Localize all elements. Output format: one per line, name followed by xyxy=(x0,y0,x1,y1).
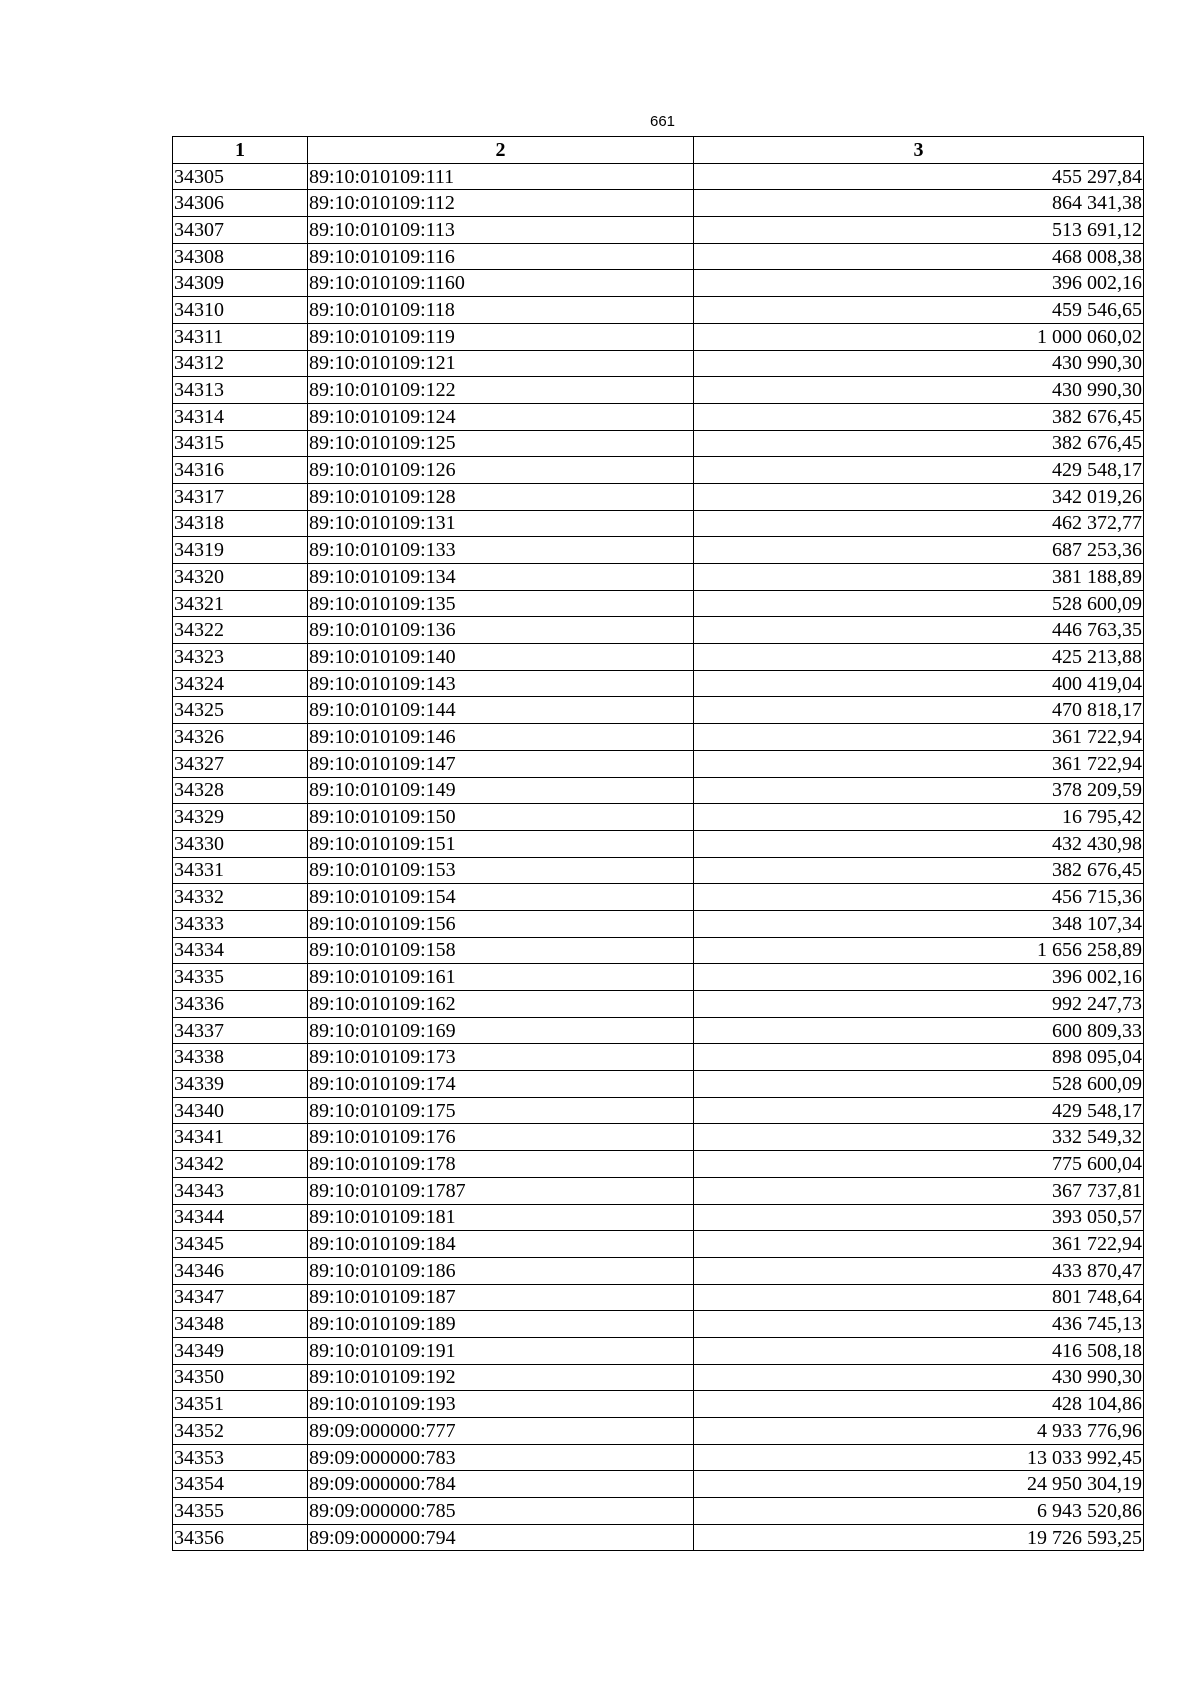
table-row xyxy=(173,1071,1144,1098)
table-row xyxy=(173,457,1144,484)
table-row xyxy=(173,217,1144,244)
cadastral-number-cell: 89:10:010109:193 xyxy=(308,1391,694,1418)
value-cell: 24 950 304,19 xyxy=(694,1471,1144,1498)
value-cell: 775 600,04 xyxy=(694,1151,1144,1178)
cadastral-number-cell: 89:10:010109:131 xyxy=(308,510,694,537)
row-number-cell: 34319 xyxy=(173,537,308,564)
cadastral-number-cell: 89:10:010109:161 xyxy=(308,964,694,991)
row-number-cell: 34309 xyxy=(173,270,308,297)
column-header-1: 1 xyxy=(173,137,308,164)
row-number-cell: 34350 xyxy=(173,1364,308,1391)
table-row xyxy=(173,644,1144,671)
table-row xyxy=(173,323,1144,350)
cadastral-number-cell: 89:10:010109:181 xyxy=(308,1204,694,1231)
row-number-cell: 34356 xyxy=(173,1524,308,1551)
cadastral-number-cell: 89:10:010109:111 xyxy=(308,163,694,190)
table-row xyxy=(173,1524,1144,1551)
row-number-cell: 34349 xyxy=(173,1337,308,1364)
cadastral-number-cell: 89:10:010109:173 xyxy=(308,1044,694,1071)
row-number-cell: 34351 xyxy=(173,1391,308,1418)
row-number-cell: 34348 xyxy=(173,1311,308,1338)
row-number-cell: 34328 xyxy=(173,777,308,804)
cadastral-number-cell: 89:10:010109:174 xyxy=(308,1071,694,1098)
cadastral-number-cell: 89:10:010109:119 xyxy=(308,323,694,350)
value-cell: 13 033 992,45 xyxy=(694,1444,1144,1471)
value-cell: 16 795,42 xyxy=(694,804,1144,831)
value-cell: 801 748,64 xyxy=(694,1284,1144,1311)
row-number-cell: 34333 xyxy=(173,910,308,937)
table-row xyxy=(173,1337,1144,1364)
value-cell: 430 990,30 xyxy=(694,350,1144,377)
cadastral-number-cell: 89:10:010109:135 xyxy=(308,590,694,617)
cadastral-number-cell: 89:10:010109:128 xyxy=(308,483,694,510)
table-row xyxy=(173,163,1144,190)
value-cell: 381 188,89 xyxy=(694,564,1144,591)
value-cell: 513 691,12 xyxy=(694,217,1144,244)
value-cell: 425 213,88 xyxy=(694,644,1144,671)
row-number-cell: 34313 xyxy=(173,377,308,404)
value-cell: 430 990,30 xyxy=(694,1364,1144,1391)
row-number-cell: 34339 xyxy=(173,1071,308,1098)
row-number-cell: 34305 xyxy=(173,163,308,190)
cadastral-number-cell: 89:10:010109:134 xyxy=(308,564,694,591)
cadastral-number-cell: 89:09:000000:785 xyxy=(308,1498,694,1525)
value-cell: 600 809,33 xyxy=(694,1017,1144,1044)
cadastral-number-cell: 89:10:010109:158 xyxy=(308,937,694,964)
page-number: 661 xyxy=(649,113,676,130)
value-cell: 4 933 776,96 xyxy=(694,1418,1144,1445)
value-cell: 459 546,65 xyxy=(694,297,1144,324)
cadastral-number-cell: 89:10:010109:154 xyxy=(308,884,694,911)
table-row xyxy=(173,1364,1144,1391)
value-cell: 898 095,04 xyxy=(694,1044,1144,1071)
cadastral-number-cell: 89:10:010109:153 xyxy=(308,857,694,884)
row-number-cell: 34355 xyxy=(173,1498,308,1525)
table-row xyxy=(173,1257,1144,1284)
value-cell: 400 419,04 xyxy=(694,670,1144,697)
value-cell: 382 676,45 xyxy=(694,430,1144,457)
cadastral-number-cell: 89:10:010109:1787 xyxy=(308,1177,694,1204)
table-row xyxy=(173,964,1144,991)
value-cell: 430 990,30 xyxy=(694,377,1144,404)
data-table xyxy=(172,136,1144,1551)
value-cell: 416 508,18 xyxy=(694,1337,1144,1364)
cadastral-number-cell: 89:10:010109:178 xyxy=(308,1151,694,1178)
table-row xyxy=(173,1231,1144,1258)
table-row xyxy=(173,910,1144,937)
value-cell: 864 341,38 xyxy=(694,190,1144,217)
value-cell: 393 050,57 xyxy=(694,1204,1144,1231)
row-number-cell: 34330 xyxy=(173,830,308,857)
value-cell: 396 002,16 xyxy=(694,964,1144,991)
cadastral-number-cell: 89:10:010109:150 xyxy=(308,804,694,831)
cadastral-number-cell: 89:10:010109:184 xyxy=(308,1231,694,1258)
cadastral-number-cell: 89:10:010109:162 xyxy=(308,991,694,1018)
table-row xyxy=(173,617,1144,644)
row-number-cell: 34326 xyxy=(173,724,308,751)
cadastral-number-cell: 89:10:010109:192 xyxy=(308,1364,694,1391)
value-cell: 462 372,77 xyxy=(694,510,1144,537)
row-number-cell: 34346 xyxy=(173,1257,308,1284)
value-cell: 367 737,81 xyxy=(694,1177,1144,1204)
value-cell: 992 247,73 xyxy=(694,991,1144,1018)
table-row xyxy=(173,350,1144,377)
row-number-cell: 34308 xyxy=(173,243,308,270)
table-row xyxy=(173,1418,1144,1445)
cadastral-number-cell: 89:10:010109:176 xyxy=(308,1124,694,1151)
cadastral-number-cell: 89:09:000000:777 xyxy=(308,1418,694,1445)
table-row xyxy=(173,403,1144,430)
row-number-cell: 34311 xyxy=(173,323,308,350)
table-row xyxy=(173,537,1144,564)
row-number-cell: 34341 xyxy=(173,1124,308,1151)
cadastral-number-cell: 89:10:010109:121 xyxy=(308,350,694,377)
table-row xyxy=(173,430,1144,457)
cadastral-number-cell: 89:10:010109:151 xyxy=(308,830,694,857)
table-row xyxy=(173,830,1144,857)
row-number-cell: 34317 xyxy=(173,483,308,510)
cadastral-number-cell: 89:09:000000:783 xyxy=(308,1444,694,1471)
value-cell: 433 870,47 xyxy=(694,1257,1144,1284)
value-cell: 468 008,38 xyxy=(694,243,1144,270)
row-number-cell: 34352 xyxy=(173,1418,308,1445)
cadastral-number-cell: 89:10:010109:191 xyxy=(308,1337,694,1364)
value-cell: 396 002,16 xyxy=(694,270,1144,297)
column-header-2: 2 xyxy=(308,137,694,164)
table-row xyxy=(173,510,1144,537)
value-cell: 382 676,45 xyxy=(694,403,1144,430)
row-number-cell: 34354 xyxy=(173,1471,308,1498)
cadastral-number-cell: 89:10:010109:126 xyxy=(308,457,694,484)
row-number-cell: 34338 xyxy=(173,1044,308,1071)
table-row xyxy=(173,777,1144,804)
table-row xyxy=(173,483,1144,510)
table-row xyxy=(173,1151,1144,1178)
table-row xyxy=(173,1471,1144,1498)
table-row xyxy=(173,297,1144,324)
value-cell: 528 600,09 xyxy=(694,1071,1144,1098)
cadastral-number-cell: 89:10:010109:136 xyxy=(308,617,694,644)
table-row xyxy=(173,804,1144,831)
value-cell: 348 107,34 xyxy=(694,910,1144,937)
row-number-cell: 34335 xyxy=(173,964,308,991)
row-number-cell: 34323 xyxy=(173,644,308,671)
table-row xyxy=(173,1044,1144,1071)
value-cell: 687 253,36 xyxy=(694,537,1144,564)
row-number-cell: 34336 xyxy=(173,991,308,1018)
row-number-cell: 34334 xyxy=(173,937,308,964)
value-cell: 455 297,84 xyxy=(694,163,1144,190)
table-row xyxy=(173,1498,1144,1525)
cadastral-number-cell: 89:10:010109:156 xyxy=(308,910,694,937)
row-number-cell: 34340 xyxy=(173,1097,308,1124)
value-cell: 332 549,32 xyxy=(694,1124,1144,1151)
table-row xyxy=(173,1124,1144,1151)
table-row xyxy=(173,1311,1144,1338)
table-row xyxy=(173,991,1144,1018)
value-cell: 382 676,45 xyxy=(694,857,1144,884)
cadastral-number-cell: 89:10:010109:122 xyxy=(308,377,694,404)
row-number-cell: 34310 xyxy=(173,297,308,324)
row-number-cell: 34321 xyxy=(173,590,308,617)
table-row xyxy=(173,857,1144,884)
row-number-cell: 34307 xyxy=(173,217,308,244)
value-cell: 361 722,94 xyxy=(694,1231,1144,1258)
value-cell: 428 104,86 xyxy=(694,1391,1144,1418)
table-row xyxy=(173,190,1144,217)
table-row xyxy=(173,377,1144,404)
value-cell: 342 019,26 xyxy=(694,483,1144,510)
cadastral-number-cell: 89:10:010109:189 xyxy=(308,1311,694,1338)
value-cell: 528 600,09 xyxy=(694,590,1144,617)
cadastral-number-cell: 89:10:010109:143 xyxy=(308,670,694,697)
cadastral-number-cell: 89:10:010109:187 xyxy=(308,1284,694,1311)
value-cell: 446 763,35 xyxy=(694,617,1144,644)
value-cell: 470 818,17 xyxy=(694,697,1144,724)
value-cell: 429 548,17 xyxy=(694,457,1144,484)
table-row xyxy=(173,1177,1144,1204)
table-row xyxy=(173,1284,1144,1311)
row-number-cell: 34329 xyxy=(173,804,308,831)
row-number-cell: 34306 xyxy=(173,190,308,217)
table-row xyxy=(173,724,1144,751)
value-cell: 436 745,13 xyxy=(694,1311,1144,1338)
row-number-cell: 34324 xyxy=(173,670,308,697)
value-cell: 432 430,98 xyxy=(694,830,1144,857)
value-cell: 19 726 593,25 xyxy=(694,1524,1144,1551)
table-row xyxy=(173,564,1144,591)
cadastral-number-cell: 89:10:010109:113 xyxy=(308,217,694,244)
table-row xyxy=(173,243,1144,270)
row-number-cell: 34347 xyxy=(173,1284,308,1311)
row-number-cell: 34322 xyxy=(173,617,308,644)
cadastral-number-cell: 89:10:010109:144 xyxy=(308,697,694,724)
row-number-cell: 34342 xyxy=(173,1151,308,1178)
table-row xyxy=(173,1017,1144,1044)
cadastral-number-cell: 89:10:010109:186 xyxy=(308,1257,694,1284)
row-number-cell: 34337 xyxy=(173,1017,308,1044)
cadastral-number-cell: 89:10:010109:140 xyxy=(308,644,694,671)
cadastral-number-cell: 89:10:010109:124 xyxy=(308,403,694,430)
row-number-cell: 34314 xyxy=(173,403,308,430)
row-number-cell: 34316 xyxy=(173,457,308,484)
table-row xyxy=(173,697,1144,724)
cadastral-number-cell: 89:09:000000:794 xyxy=(308,1524,694,1551)
table-row xyxy=(173,590,1144,617)
row-number-cell: 34332 xyxy=(173,884,308,911)
cadastral-number-cell: 89:10:010109:146 xyxy=(308,724,694,751)
table-row xyxy=(173,1444,1144,1471)
cadastral-number-cell: 89:10:010109:1160 xyxy=(308,270,694,297)
table-body xyxy=(173,163,1144,1551)
row-number-cell: 34327 xyxy=(173,750,308,777)
cadastral-number-cell: 89:10:010109:133 xyxy=(308,537,694,564)
row-number-cell: 34325 xyxy=(173,697,308,724)
table-header xyxy=(173,137,1144,164)
table-row xyxy=(173,1391,1144,1418)
row-number-cell: 34318 xyxy=(173,510,308,537)
table-row xyxy=(173,1204,1144,1231)
cadastral-number-cell: 89:09:000000:784 xyxy=(308,1471,694,1498)
value-cell: 456 715,36 xyxy=(694,884,1144,911)
value-cell: 6 943 520,86 xyxy=(694,1498,1144,1525)
cadastral-number-cell: 89:10:010109:149 xyxy=(308,777,694,804)
cadastral-number-cell: 89:10:010109:112 xyxy=(308,190,694,217)
table-row xyxy=(173,670,1144,697)
row-number-cell: 34312 xyxy=(173,350,308,377)
row-number-cell: 34315 xyxy=(173,430,308,457)
row-number-cell: 34320 xyxy=(173,564,308,591)
value-cell: 361 722,94 xyxy=(694,724,1144,751)
table-row xyxy=(173,884,1144,911)
value-cell: 378 209,59 xyxy=(694,777,1144,804)
row-number-cell: 34331 xyxy=(173,857,308,884)
cadastral-number-cell: 89:10:010109:147 xyxy=(308,750,694,777)
table-row xyxy=(173,750,1144,777)
row-number-cell: 34353 xyxy=(173,1444,308,1471)
column-header-3: 3 xyxy=(694,137,1144,164)
cadastral-number-cell: 89:10:010109:116 xyxy=(308,243,694,270)
row-number-cell: 34343 xyxy=(173,1177,308,1204)
value-cell: 1 656 258,89 xyxy=(694,937,1144,964)
table-row xyxy=(173,270,1144,297)
table-row xyxy=(173,1097,1144,1124)
row-number-cell: 34344 xyxy=(173,1204,308,1231)
cadastral-number-cell: 89:10:010109:118 xyxy=(308,297,694,324)
cadastral-number-cell: 89:10:010109:169 xyxy=(308,1017,694,1044)
cadastral-number-cell: 89:10:010109:175 xyxy=(308,1097,694,1124)
table-row xyxy=(173,937,1144,964)
value-cell: 361 722,94 xyxy=(694,750,1144,777)
cadastral-number-cell: 89:10:010109:125 xyxy=(308,430,694,457)
value-cell: 1 000 060,02 xyxy=(694,323,1144,350)
row-number-cell: 34345 xyxy=(173,1231,308,1258)
value-cell: 429 548,17 xyxy=(694,1097,1144,1124)
header-row xyxy=(173,137,1144,164)
